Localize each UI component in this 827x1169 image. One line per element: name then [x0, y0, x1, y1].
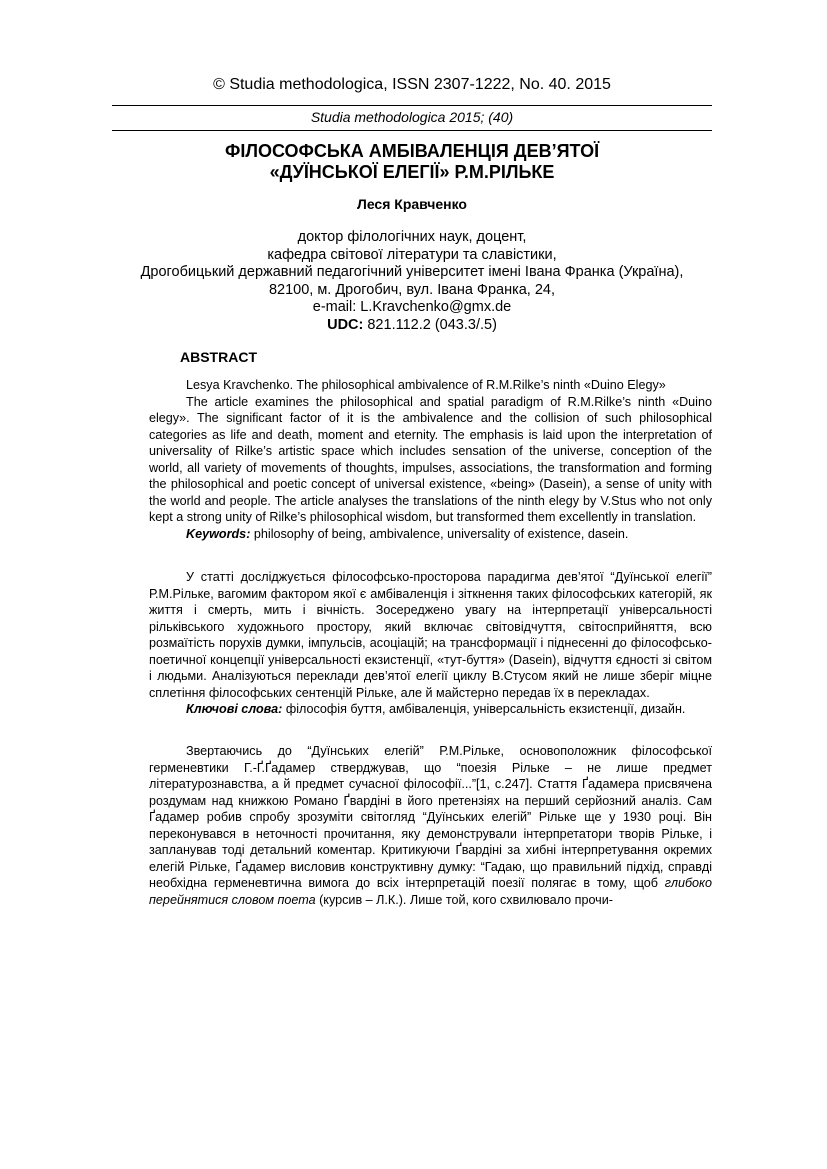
- annotation-keywords: [149, 701, 712, 718]
- abstract-keywords: [149, 526, 712, 543]
- body-paragraph: [149, 743, 712, 908]
- header-rule-top: [112, 105, 712, 106]
- header-rule-bottom: [112, 130, 712, 131]
- keywords-label: Keywords:: [186, 526, 251, 541]
- running-head: © Studia methodologica, ISSN 2307-1222, No. 40. 2015: [213, 76, 611, 93]
- abstract-title-line: Lesya Kravchenko. The philosophical ambivalence of R.M.Rilke’s ninth «Duino Elegy»: [186, 378, 666, 392]
- keywords-values-ua: філософія буття, амбіваленція, універсальність екзистенції, дизайн.: [282, 702, 686, 716]
- body-italic-phrase: глибоко перейнятися словом поета: [149, 876, 712, 907]
- affiliation-address: 82100, м. Дрогобич, вул. Івана Франка, 24,: [268, 281, 556, 298]
- abstract-english: [149, 377, 712, 542]
- body-paragraph-start: Звертаючись до “Дуїнських елегій” Р.М.Рільке, основоположник філософської герменевтики Г.-Ґ.Ґадамер стверджував, що “поезія Рільке – не лише предмет літературознавства, а й предмет сучасної філософії...”[1, с.247]. Стаття Ґадамера присвячена роздумам над книжкою Романо Ґвардіні в його претензіях на перший серйозний аналіз. Сам Ґадамер робив спробу зрозуміти світогляд “Дуїнських елегій” Рільке ще у 1930 році. Він переконувався в неточності прочитання, яку демонстрували інтерпретатори творів Рільке, і запланував тоді детальний коментар. Критикуючи Ґвардіні за хибні інтерпретування окремих елегій Рільке, Ґадамер висловив конструктивну думку: “Гадаю, що правильний підхід, справді необхідна герменевтична вимога до всіх інтерпретацій поезії полягає в тому, щоб: [149, 744, 712, 890]
- journal-line: Studia methodologica 2015; (40): [310, 109, 514, 125]
- keywords-values: philosophy of being, ambivalence, universality of existence, dasein.: [250, 526, 629, 541]
- affiliation-degree: доктор філологічних наук, доцент,: [297, 229, 527, 245]
- affiliation-university: Дрогобицький державний педагогічний університет імені Івана Франка (Україна),: [140, 264, 684, 280]
- article-title-line-2: «ДУЇНСЬКОЇ ЕЛЕГІЇ» Р.М.РІЛЬКЕ: [269, 162, 555, 182]
- udc-value: 821.112.2 (043.3/.5): [363, 316, 497, 333]
- affiliation-department: кафедра світової літератури та славістики,: [267, 246, 557, 263]
- keywords-label-ua: Ключові слова:: [186, 702, 283, 716]
- body-text: [149, 743, 712, 908]
- article-title-line-1: ФІЛОСОФСЬКА АМБІВАЛЕНЦІЯ ДЕВ’ЯТОЇ: [224, 141, 600, 161]
- udc-label: UDC:: [327, 316, 364, 333]
- article-title: [112, 141, 712, 183]
- abstract-text: The article examines the philosophical and spatial paradigm of R.M.Rilke’s ninth «Duino elegy». The significant factor of it is the ambivalence and the collision of such philosophical categories as life and death, moment and eternity. The emphasis is laid upon the interpretation of universality of Rilke’s artistic space which includes sensation of the universe, conception of the world, all variety of movements of thoughts, impulses, associations, the transformation and forming the philosophical and poetic concept of universal existence, «being» (Dasein), a sense of unity with the world and people. The article analyses the translations of the ninth elegy by V.Stus who not only kept a strong unity of Rilke’s philosophical wisdom, but transformed them excellently in translation.: [149, 394, 712, 524]
- annotation-text: У статті досліджується філософсько-просторова парадигма дев’ятої “Дуїнської елегії” Р.М.Рільке, вагомим фактором якої є амбіваленція і зіткнення таких філософських категорій, як життя і смерть, мить і вічність. Зосереджено увагу на інтерпретації універсальності рільківського художнього простору, який включає світовідчуття, світосприйняття, всю розмаїтість порухів думки, імпульсів, асоціацій; на трансформації і піднесенні до філософсько-поетичної концепції універсальності екзистенції, «тут-буття» (Dasein), відчуття єдності зі світом і людьми. Аналізуються переклади дев’ятої елегії циклу В.Стусом який не лише зберіг міцне сплетіння філософських сентенцій Рільке, але й майстерно передав їх в перекладах.: [149, 570, 712, 700]
- abstract-heading: ABSTRACT: [180, 349, 257, 365]
- annotation-ukrainian: [149, 569, 712, 718]
- udc-line: [112, 317, 712, 335]
- body-paragraph-end: (курсив – Л.К.). Лише той, кого схвилювало прочи-: [315, 892, 613, 907]
- affiliation-email: e-mail: L.Kravchenko@gmx.de: [312, 299, 512, 315]
- author-name: Леся Кравченко: [357, 196, 467, 212]
- author-affiliation: [112, 229, 712, 334]
